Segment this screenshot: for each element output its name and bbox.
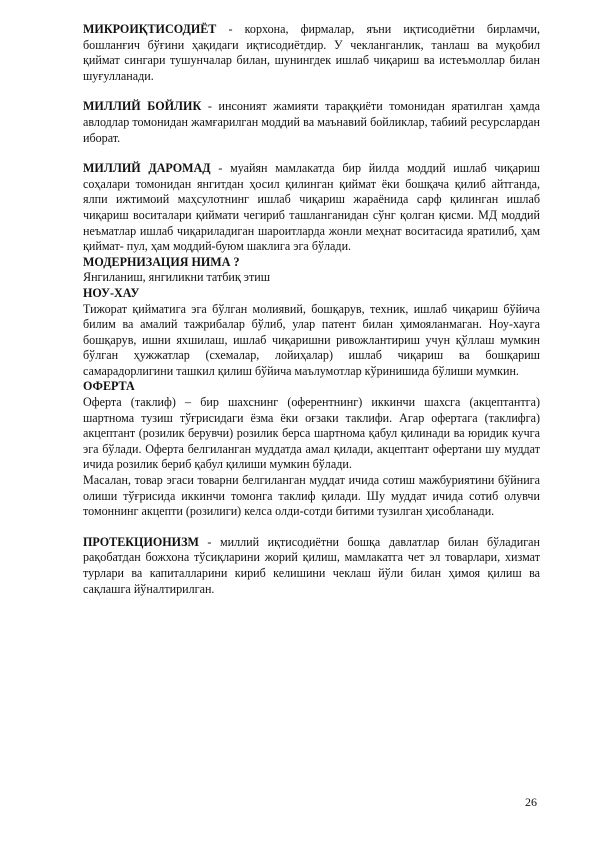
term-microeconomics: МИКРОИҚТИСОДИЁТ xyxy=(83,22,217,36)
heading-offer: ОФЕРТА xyxy=(83,379,135,394)
definition-microeconomics: - корхона, фирмалар, яъни иқтисодиётни бирламчи, бошланғич бўғини ҳақидаги иқтисодиётдир. У чекланганлик, танлаш ва муқобил қиймат сингари тушунчалар билан, шунингдек ишлаб чиқариш ва истеъмоллар билан шуғулланади. xyxy=(83,22,540,83)
definition-protectionism: - миллий иқтисодиётни бошқа давлатлар билан бўладиган рақобатдан божхона тўсиқларини жорий қилиш, мамлакатга чет эл товарлари, хизмат турлари ва капиталларини кириб келишини чеклаш йўли билан ҳимоя қилиш ва сақлашга йўналтирилган. xyxy=(83,534,540,596)
page-number: 26 xyxy=(525,795,537,809)
heading-modernization: МОДЕРНИЗАЦИЯ НИМА ? xyxy=(83,254,240,269)
definition-modernization: Янгиланиш, янгиликни татбиқ этиш xyxy=(83,270,271,285)
heading-know-how: НОУ-ХАУ xyxy=(83,285,140,300)
definition-know-how: Тижорат қийматига эга бўлган молиявий, бошқарув, техник, ишлаб чиқариш бўйича билим ва амалий тажрибалар бўлиб, улар патент билан ҳимояланмаган. Ноу-хауга бошқарув, ишни яхшилаш, ишлаб чиқаришни ривожлантириш учун қўллаш мумкин бўлган ҳужжатлар (схемалар, лойиҳалар) ишлаб чиқариш ва бошқариш самарадорлигини ташкил қилиш бўйича маълумотлар кўринишида бўлиши мумкин. xyxy=(83,301,540,378)
entry-microeconomics xyxy=(83,22,540,84)
definition-offer: Оферта (таклиф) – бир шахснинг (оферентнинг) иккинчи шахсга (акцептантга) шартнома тузиш тўғрисидаги ёзма ёки оғзаки таклифи. Агар офертага (таклифга) акцептант (розилик берувчи) розилик берса шартнома қабул қилинади ва юридик кучга эга бўлади. Оферта белгиланган муддатда амал қилади, акцептант офертани шу муддат ичида розилик бериб қабул қилиши мумкин бўлади. xyxy=(83,395,540,472)
example-offer: Масалан, товар эгаси товарни белгиланган муддат ичида сотиш мажбуриятини бўйнига олиши тўғрисида иккинчи томонга таклиф қилади. Шу муддат ичида сотиб олувчи томоннинг акцепти (розилиги) келса олди-сотди битими тузилган ҳисобланади. xyxy=(83,473,540,519)
entry-national-income xyxy=(83,161,540,255)
definition-national-wealth: - инсоният жамияти тараққиёти томонидан яратилган ҳамда авлодлар томонидан жамғарилган моддий ва маънавий бойликлар, табиий ресурслардан иборат. xyxy=(83,99,540,145)
term-protectionism: ПРОТЕКЦИОНИЗМ xyxy=(83,534,199,549)
glossary-page xyxy=(83,22,540,597)
definition-national-income: - муайян мамлакатда бир йилда моддий ишлаб чиқариш соҳалари томонидан янгитдан ҳосил қилинган қиймат ёки бошқача қилиб айтганда, ялпи ижтимоий маҳсулотнинг ишлаб чиқариш жараёнида сарф қилинган ишлаб чиқариш воситалари қиймати чегириб ташланганидан сўнг қолган қисми. МД моддий неъматлар ишлаб чиқариладиган шароитларда жонли меҳнат воситасида яратилиб, ҳам қиймат- пул, ҳам моддий-буюм шаклига эга бўлади. xyxy=(83,161,540,254)
entry-national-wealth xyxy=(83,99,540,146)
term-national-wealth: МИЛЛИЙ БОЙЛИК xyxy=(83,99,202,114)
entry-protectionism xyxy=(83,535,540,597)
term-national-income: МИЛЛИЙ ДАРОМАД xyxy=(83,161,211,176)
